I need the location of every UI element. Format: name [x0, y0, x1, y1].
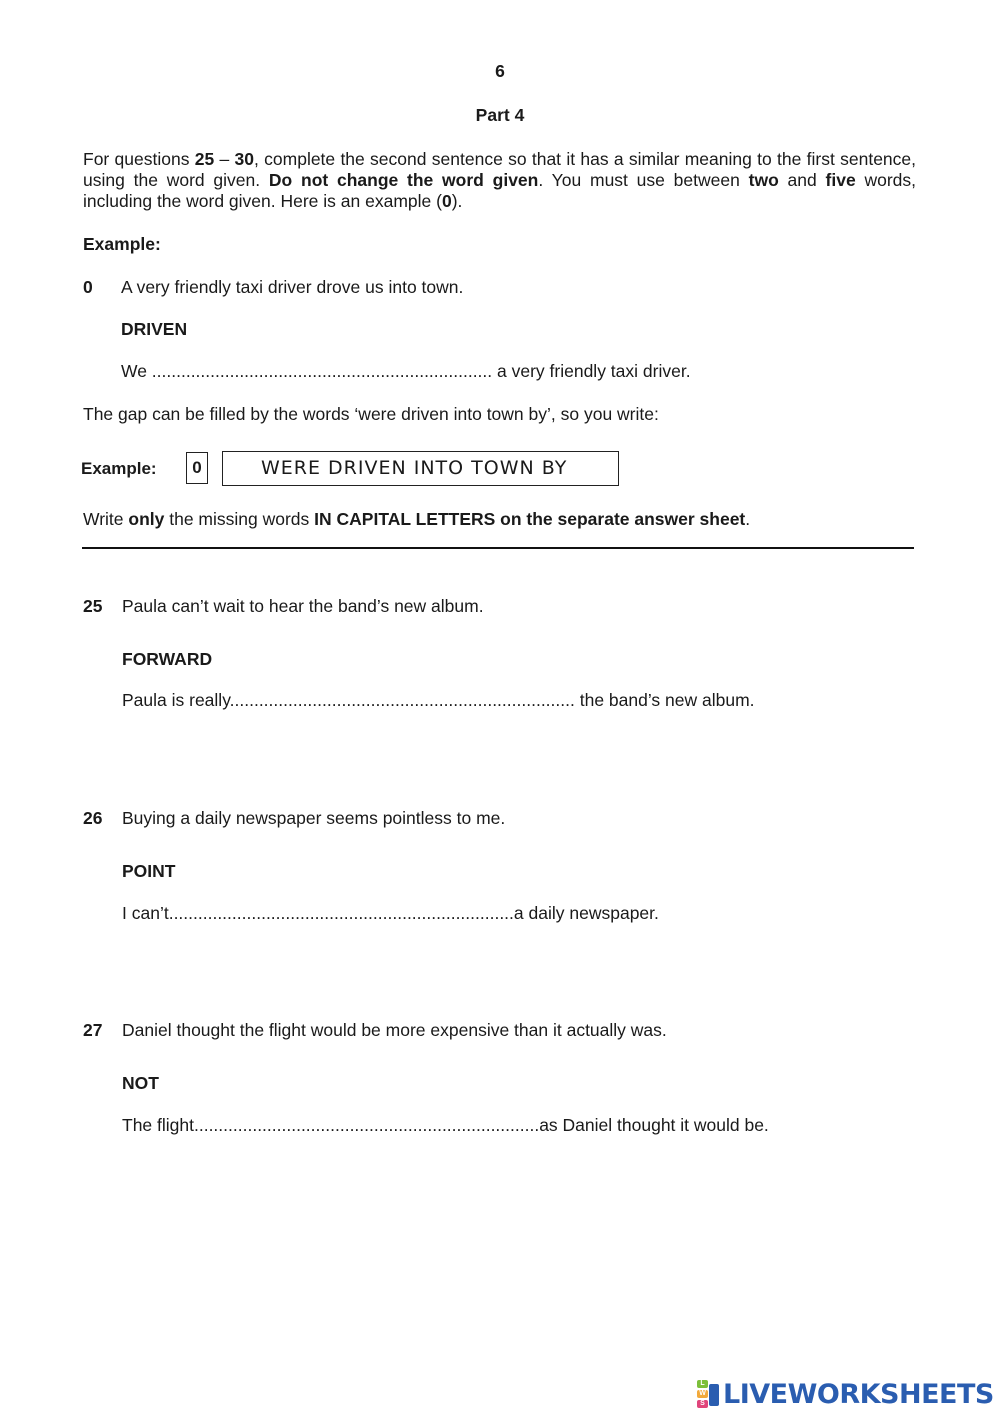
question-sentence: Paula can’t wait to hear the band’s new album. — [122, 596, 484, 616]
question-sentence: Buying a daily newspaper seems pointless to me. — [122, 808, 506, 828]
question-sentence: Daniel thought the flight would be more expensive than it actually was. — [122, 1020, 667, 1040]
answer-gap[interactable]: ....................................................................... — [193, 1115, 540, 1135]
logo-text: LIVEWORKSHEETS — [723, 1378, 994, 1410]
example-sentence: A very friendly taxi driver drove us into town. — [121, 277, 464, 297]
instructions-paragraph: For questions 25 – 30, complete the second sentence so that it has a similar meaning to the first sentence, using the word given. Do not change the word given. You must use between two and five words, including the word given. Here is an example (0). — [83, 149, 916, 211]
example-answer-box: WERE DRIVEN INTO TOWN BY — [222, 451, 619, 486]
question-keyword: NOT — [122, 1073, 159, 1093]
example-number: 0 — [83, 277, 93, 297]
section-divider — [82, 547, 914, 549]
question-number: 26 — [83, 808, 103, 828]
question-gap-sentence: The flight.......................................................................as Daniel thought it would be. — [122, 1115, 769, 1135]
liveworksheets-logo[interactable] — [697, 1376, 994, 1412]
example-box-label: Example: — [81, 459, 157, 478]
logo-mark-icon: L W S — [697, 1380, 721, 1408]
example-number-box: 0 — [186, 452, 208, 484]
part-title: Part 4 — [475, 105, 525, 125]
question-gap-sentence: Paula is really....................................................................... the band’s new album. — [122, 690, 755, 710]
answer-gap[interactable]: ....................................................................... — [229, 690, 575, 710]
example-explanation: The gap can be filled by the words ‘were driven into town by’, so you write: — [83, 404, 659, 424]
example-keyword: DRIVEN — [121, 319, 188, 339]
example-gap-dots: ...................................................................... — [151, 361, 493, 381]
question-keyword: POINT — [122, 861, 176, 881]
example-gap-sentence: We ...................................................................... a very friendly taxi driver. — [121, 361, 691, 381]
question-number: 25 — [83, 596, 103, 616]
question-keyword: FORWARD — [122, 649, 213, 669]
answer-gap[interactable]: ....................................................................... — [168, 903, 514, 923]
question-gap-sentence: I can’t.......................................................................a daily newspaper. — [122, 903, 659, 923]
write-instruction: Write only the missing words IN CAPITAL LETTERS on the separate answer sheet. — [83, 509, 751, 529]
page-number: 6 — [495, 61, 505, 81]
example-heading: Example: — [83, 234, 161, 254]
question-number: 27 — [83, 1020, 103, 1040]
